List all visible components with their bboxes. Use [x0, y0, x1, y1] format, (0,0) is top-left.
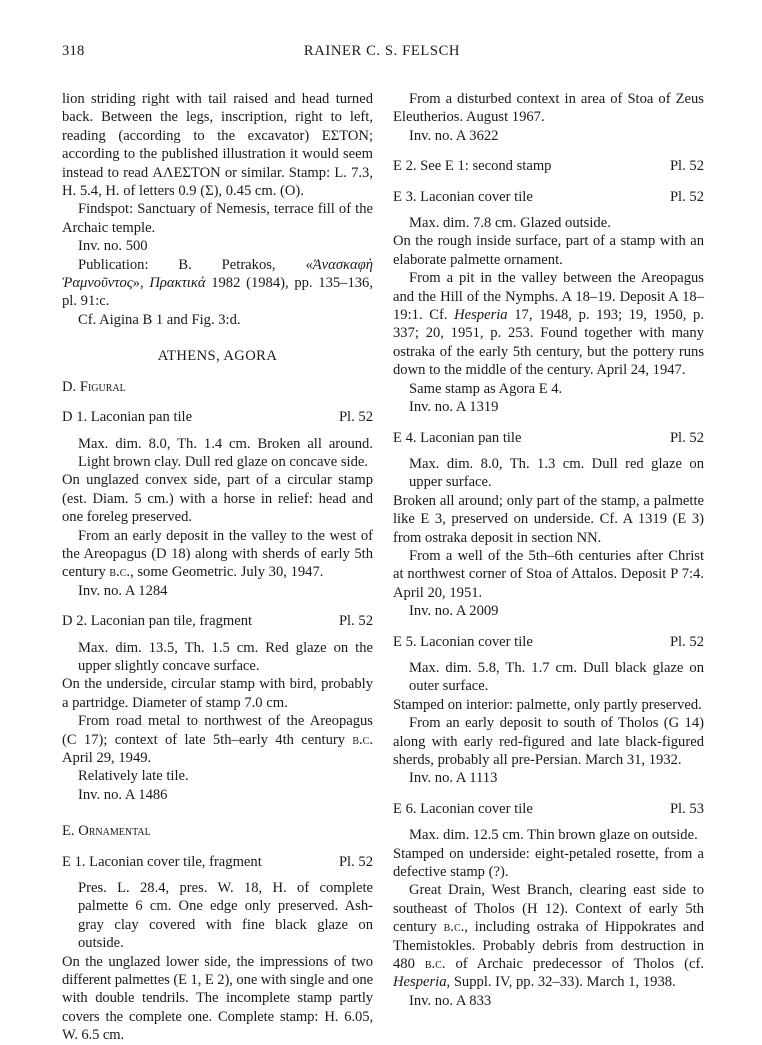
inventory-number: Inv. no. A 1319	[409, 399, 499, 416]
entry-title: E 2. See E 1: second stamp	[393, 158, 552, 175]
inventory-number: Inv. no. A 833	[409, 992, 492, 1009]
entry-heading	[393, 188, 704, 206]
inventory-number: Inv. no. A 1284	[78, 582, 168, 599]
entry-title: E 1. Laconian cover tile, fragment	[62, 853, 262, 870]
dimensions: Max. dim. 13.5, Th. 1.5 cm. Red glaze on the upper slightly concave surface.	[78, 639, 373, 674]
entry-heading	[62, 408, 373, 426]
plate-ref: Pl. 52	[338, 613, 373, 630]
inventory-number: Inv. no. 500	[78, 238, 148, 255]
entry-e3	[393, 188, 704, 417]
entry-e4	[393, 429, 704, 621]
context: From a pit in the valley between the Areopagus and the Hill of the Nymphs. A 18–19. Deposit A 18–19:1. Cf. Hesperia 17, 1948, p. 193; 19, 1950, p. 337; 20, 1951, p. 253. Found together with many ostraka of the early 5th century, but the pottery runs down to the middle of the century. April 24, 1947.	[393, 270, 704, 379]
plate-ref: Pl. 52	[669, 188, 704, 205]
right-column	[393, 90, 704, 1010]
lion-description: lion striding right with tail raised and head turned back. Between the legs, inscription, right to left, reading (according to the excavator) ΕΣΤΟΝ; according to the published illustration it would seem instead to read ΑΛΕΣΤΟΝ or similar. Stamp: L. 7.3, H. 5.4, H. of letters 0.9 (Σ), 0.45 cm. (O).	[62, 91, 373, 200]
plate-ref: Pl. 53	[669, 800, 704, 817]
dimensions: Max. dim. 12.5 cm. Thin brown glaze on outside.	[409, 827, 698, 844]
context: Great Drain, West Branch, clearing east side to southeast of Tholos (H 12). Context of early 5th century b.c., including ostraka of Hippokrates and Themistokles. Probably debris from destruction in 480 b.c. of Archaic predecessor of Tholos (cf. Hesperia, Suppl. IV, pp. 32–33). March 1, 1938.	[393, 882, 704, 991]
inventory-number: Inv. no. A 2009	[409, 603, 499, 620]
description: Stamped on underside: eight-petaled rosette, from a defective stamp (?).	[393, 845, 704, 881]
entry-heading	[393, 800, 704, 818]
findspot: Findspot: Sanctuary of Nemesis, terrace fill of the Archaic temple.	[62, 201, 373, 236]
running-head: RAINER C. S. FELSCH	[303, 43, 461, 59]
entry-e2	[393, 157, 704, 175]
entry-title: D 2. Laconian pan tile, fragment	[62, 613, 253, 630]
description: On the rough inside surface, part of a stamp with an elaborate palmette ornament.	[393, 233, 704, 268]
dimensions: Max. dim. 7.8 cm. Glazed outside.	[409, 215, 611, 232]
section-title: ATHENS, AGORA	[157, 348, 278, 365]
cross-reference: Cf. Aigina B 1 and Fig. 3:d.	[78, 311, 241, 328]
entry-heading	[62, 612, 373, 630]
page-header	[62, 42, 702, 64]
entry-heading	[393, 429, 704, 447]
context: From an early deposit to south of Tholos (G 14) along with early red-figured and late black-figured sherds, probably all pre-Persian. March 31, 1932.	[393, 715, 704, 768]
subsection-heading-ornamental: E. Ornamental	[62, 823, 151, 840]
plate-ref: Pl. 52	[669, 429, 704, 446]
entry-title: D 1. Laconian pan tile	[62, 409, 193, 426]
inventory-number: Inv. no. A 1486	[78, 786, 168, 803]
plate-ref: Pl. 52	[669, 633, 704, 650]
entry-title: E 5. Laconian cover tile	[393, 633, 533, 650]
entry-title: E 3. Laconian cover tile	[393, 188, 533, 205]
description: Stamped on interior: palmette, only partly preserved.	[393, 696, 702, 713]
entry-e1	[62, 853, 373, 1045]
context: From road metal to northwest of the Areopagus (C 17); context of late 5th–early 4th century b.c. April 29, 1949.	[62, 713, 373, 766]
entry-d1	[62, 408, 373, 600]
publication: Publication: B. Petrakos, «Ἀνασκαφὴ Ῥαμνοῦντος», Πρακτικά 1982 (1984), pp. 135–136, pl. 91:c.	[62, 256, 373, 310]
entry-d2	[62, 612, 373, 804]
description: On the unglazed lower side, the impressions of two different palmettes (E 1, E 2), one with single and one with double tendrils. The incomplete stamp partly covers the complete one. Complete stamp: H. 6.05, W. 6.5 cm.	[62, 953, 373, 1044]
entry-title: E 4. Laconian pan tile	[393, 429, 522, 446]
plate-ref: Pl. 52	[669, 158, 704, 175]
left-column	[62, 90, 373, 1045]
description: On the underside, circular stamp with bird, probably a partridge. Diameter of stamp 7.0 cm.	[62, 676, 373, 711]
note: Same stamp as Agora E 4.	[409, 380, 563, 397]
entry-e5	[393, 633, 704, 788]
entry-heading	[393, 157, 704, 175]
context: From an early deposit in the valley to the west of the Areopagus (D 18) along with sherds of early 5th century b.c., some Geometric. July 30, 1947.	[62, 527, 373, 581]
context: From a well of the 5th–6th centuries after Christ at northwest corner of Stoa of Attalos. Deposit P 7:4. April 20, 1951.	[393, 547, 704, 601]
description: Broken all around; only part of the stamp, a palmette like E 3, preserved on underside. Cf. A 1319 (E 3) from ostraka deposit in section NN.	[393, 492, 704, 546]
context: From a disturbed context in area of Stoa of Zeus Eleutherios. August 1967.	[393, 91, 704, 126]
dimensions: Pres. L. 28.4, pres. W. 18, H. of complete palmette 6 cm. One edge only preserved. Ash-gray clay covered with fine black glaze on outside.	[78, 880, 373, 952]
dimensions: Max. dim. 8.0, Th. 1.4 cm. Broken all around. Light brown clay. Dull red glaze on concave side.	[78, 435, 373, 470]
subsection-heading-figural: D. Figural	[62, 378, 126, 395]
inventory-number: Inv. no. A 3622	[409, 127, 499, 144]
plate-ref: Pl. 52	[338, 853, 373, 870]
dimensions: Max. dim. 5.8, Th. 1.7 cm. Dull black glaze on outer surface.	[409, 659, 704, 695]
entry-heading	[62, 853, 373, 871]
entry-title: E 6. Laconian cover tile	[393, 800, 533, 817]
dimensions: Max. dim. 8.0, Th. 1.3 cm. Dull red glaze on upper surface.	[409, 455, 704, 491]
inventory-number: Inv. no. A 1113	[409, 770, 498, 787]
description: On unglazed convex side, part of a circular stamp (est. Diam. 5 cm.) with a horse in relief: head and one foreleg preserved.	[62, 472, 373, 526]
plate-ref: Pl. 52	[338, 409, 373, 426]
entry-heading	[393, 633, 704, 651]
page-number: 318	[62, 43, 85, 59]
note: Relatively late tile.	[78, 768, 189, 785]
entry-e6	[393, 800, 704, 1010]
